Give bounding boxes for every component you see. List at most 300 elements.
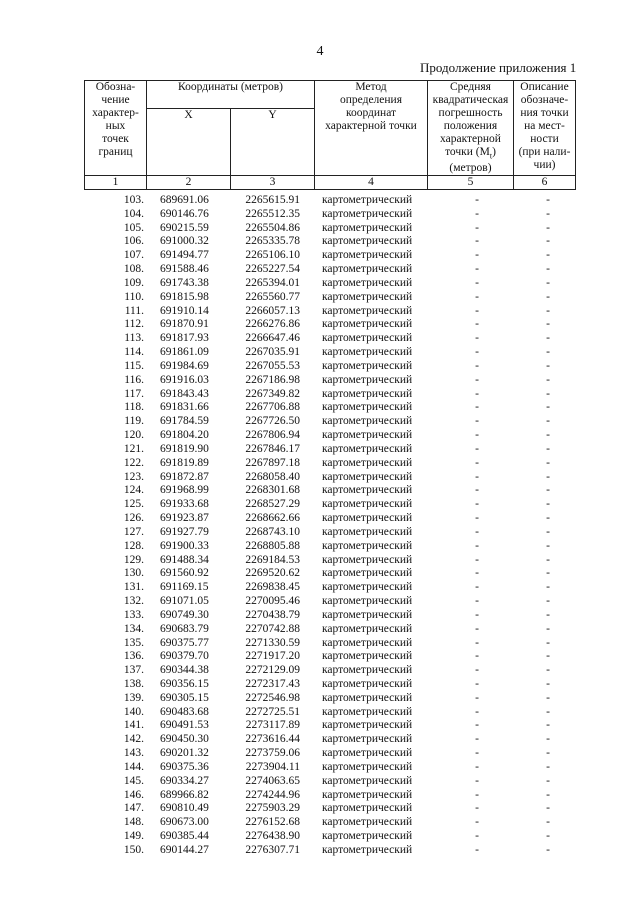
point-id: 138. bbox=[123, 677, 144, 690]
description: - bbox=[546, 373, 550, 386]
error-value: - bbox=[475, 705, 479, 718]
coord-x: 690749.30 bbox=[160, 608, 209, 621]
description: - bbox=[546, 539, 550, 552]
coord-x: 690450.30 bbox=[160, 733, 209, 746]
coord-x: 691933.68 bbox=[160, 498, 209, 511]
method: картометрический bbox=[322, 539, 413, 552]
coord-y: 2272725.51 bbox=[245, 705, 300, 718]
coord-y: 2272129.09 bbox=[245, 664, 300, 677]
point-id: 115. bbox=[124, 359, 144, 372]
table-row bbox=[84, 678, 575, 692]
method: картометрический bbox=[322, 705, 413, 718]
coord-x: 691872.87 bbox=[160, 470, 209, 483]
table-row bbox=[84, 623, 575, 637]
error-subscript: t bbox=[489, 151, 493, 161]
coord-x: 691000.32 bbox=[160, 235, 209, 248]
coord-y: 2273616.44 bbox=[245, 733, 300, 746]
description: - bbox=[546, 650, 550, 663]
error-value: - bbox=[475, 429, 479, 442]
header-line: координат bbox=[345, 107, 397, 119]
point-id: 124. bbox=[123, 484, 144, 497]
method: картометрический bbox=[322, 567, 413, 580]
coord-y: 2267186.98 bbox=[245, 373, 300, 386]
description: - bbox=[546, 774, 550, 787]
method: картометрический bbox=[322, 290, 413, 303]
coord-x: 690375.77 bbox=[160, 636, 209, 649]
error-value: - bbox=[475, 622, 479, 635]
point-id: 118. bbox=[124, 401, 144, 414]
method: картометрический bbox=[322, 747, 413, 760]
table-row bbox=[84, 457, 575, 471]
coord-y: 2274063.65 bbox=[245, 774, 300, 787]
header-line: Средняя bbox=[450, 81, 491, 93]
coord-y: 2274244.96 bbox=[245, 788, 300, 801]
method: картометрический bbox=[322, 498, 413, 511]
point-id: 148. bbox=[123, 816, 144, 829]
method: картометрический bbox=[322, 664, 413, 677]
coord-x: 691843.43 bbox=[160, 387, 209, 400]
point-id: 110. bbox=[124, 290, 144, 303]
coord-y: 2267035.91 bbox=[245, 346, 300, 359]
coord-x: 691831.66 bbox=[160, 401, 209, 414]
table-row bbox=[84, 471, 575, 485]
error-value: - bbox=[475, 747, 479, 760]
description: - bbox=[546, 691, 550, 704]
table-row bbox=[84, 346, 575, 360]
error-value: - bbox=[475, 263, 479, 276]
method: картометрический bbox=[322, 525, 413, 538]
method: картометрический bbox=[322, 207, 413, 220]
point-id: 106. bbox=[123, 235, 144, 248]
coord-y: 2273904.11 bbox=[245, 760, 300, 773]
error-value: - bbox=[475, 387, 479, 400]
column-number: 4 bbox=[315, 176, 428, 190]
table-row bbox=[84, 512, 575, 526]
coord-x: 691169.15 bbox=[160, 581, 209, 594]
point-id: 114. bbox=[124, 346, 144, 359]
coord-y: 2270742.88 bbox=[245, 622, 300, 635]
point-id: 132. bbox=[123, 595, 144, 608]
error-value: - bbox=[475, 194, 479, 206]
point-id: 103. bbox=[123, 194, 144, 206]
description: - bbox=[546, 595, 550, 608]
method: картометрический bbox=[322, 359, 413, 372]
method: картометрический bbox=[322, 387, 413, 400]
description: - bbox=[546, 318, 550, 331]
description: - bbox=[546, 677, 550, 690]
table-row bbox=[84, 664, 575, 678]
header-line: характер- bbox=[92, 107, 139, 119]
error-value: - bbox=[475, 567, 479, 580]
point-id: 140. bbox=[123, 705, 144, 718]
method: картометрический bbox=[322, 304, 413, 317]
method: картометрический bbox=[322, 276, 413, 289]
description: - bbox=[546, 207, 550, 220]
coord-x: 691488.34 bbox=[160, 553, 209, 566]
error-value: - bbox=[475, 636, 479, 649]
error-value: - bbox=[475, 774, 479, 787]
point-id: 145. bbox=[123, 774, 144, 787]
table-row bbox=[84, 194, 575, 208]
table-row bbox=[84, 263, 575, 277]
table-row bbox=[84, 332, 575, 346]
method: картометрический bbox=[322, 318, 413, 331]
coord-x: 691819.89 bbox=[160, 456, 209, 469]
method: картометрический bbox=[322, 608, 413, 621]
coord-x: 691815.98 bbox=[160, 290, 209, 303]
table-row bbox=[84, 733, 575, 747]
coord-y: 2269520.62 bbox=[245, 567, 300, 580]
table-row bbox=[84, 291, 575, 305]
error-value: - bbox=[475, 221, 479, 234]
method: картометрический bbox=[322, 774, 413, 787]
error-value: - bbox=[475, 456, 479, 469]
header-line: (метров) bbox=[449, 162, 492, 175]
coord-y: 2266276.86 bbox=[245, 318, 300, 331]
method: картометрический bbox=[322, 470, 413, 483]
table-row bbox=[84, 222, 575, 236]
coord-y: 2276438.90 bbox=[245, 830, 300, 843]
method: картометрический bbox=[322, 677, 413, 690]
error-value: - bbox=[475, 373, 479, 386]
method: картометрический bbox=[322, 429, 413, 442]
error-value: - bbox=[475, 539, 479, 552]
header-line bbox=[428, 146, 513, 162]
method: картометрический bbox=[322, 636, 413, 649]
error-value: - bbox=[475, 470, 479, 483]
header-line: погрешность bbox=[438, 107, 503, 119]
coord-x: 691494.77 bbox=[160, 249, 209, 262]
table-row bbox=[84, 637, 575, 651]
description: - bbox=[546, 608, 550, 621]
header-line: на мест- bbox=[524, 120, 565, 132]
method: картометрический bbox=[322, 622, 413, 635]
method: картометрический bbox=[322, 235, 413, 248]
coord-y: 2265227.54 bbox=[245, 263, 300, 276]
table-row bbox=[84, 360, 575, 374]
coord-y: 2273759.06 bbox=[245, 747, 300, 760]
coord-x: 691927.79 bbox=[160, 525, 209, 538]
coord-x: 691923.87 bbox=[160, 512, 209, 525]
method: картометрический bbox=[322, 249, 413, 262]
description: - bbox=[546, 304, 550, 317]
coord-y: 2271330.59 bbox=[245, 636, 300, 649]
error-value: - bbox=[475, 788, 479, 801]
description: - bbox=[546, 415, 550, 428]
coord-y: 2267706.88 bbox=[245, 401, 300, 414]
point-id: 112. bbox=[124, 318, 144, 331]
table-row bbox=[84, 277, 575, 291]
coord-x: 690305.15 bbox=[160, 691, 209, 704]
point-id: 143. bbox=[123, 747, 144, 760]
method: картометрический bbox=[322, 401, 413, 414]
table-row bbox=[84, 554, 575, 568]
point-id: 109. bbox=[123, 276, 144, 289]
coord-x: 690810.49 bbox=[160, 802, 209, 815]
error-value: - bbox=[475, 498, 479, 511]
coord-y: 2267897.18 bbox=[245, 456, 300, 469]
point-id: 121. bbox=[123, 442, 144, 455]
method: картометрический bbox=[322, 802, 413, 815]
table-row bbox=[84, 595, 575, 609]
method: картометрический bbox=[322, 691, 413, 704]
error-value: - bbox=[475, 207, 479, 220]
error-value: - bbox=[475, 664, 479, 677]
table-row bbox=[84, 692, 575, 706]
coord-x: 690483.68 bbox=[160, 705, 209, 718]
coord-y: 2267806.94 bbox=[245, 429, 300, 442]
description: - bbox=[546, 442, 550, 455]
column-number: 5 bbox=[428, 176, 514, 190]
table-row bbox=[84, 581, 575, 595]
coord-x: 690144.27 bbox=[160, 843, 209, 856]
header-line: положения bbox=[443, 120, 498, 132]
coord-x: 690215.59 bbox=[160, 221, 209, 234]
table-row bbox=[84, 305, 575, 319]
coord-x: 690146.76 bbox=[160, 207, 209, 220]
coord-x: 690385.44 bbox=[160, 830, 209, 843]
coord-y: 2265560.77 bbox=[245, 290, 300, 303]
description: - bbox=[546, 276, 550, 289]
header-line: ности bbox=[530, 133, 559, 145]
header-description bbox=[514, 81, 576, 176]
error-value: - bbox=[475, 733, 479, 746]
table-row bbox=[84, 388, 575, 402]
method: картометрический bbox=[322, 581, 413, 594]
coord-y: 2265106.10 bbox=[245, 249, 300, 262]
header-line: ных bbox=[105, 120, 126, 132]
method: картометрический bbox=[322, 788, 413, 801]
coord-y: 2265512.35 bbox=[245, 207, 300, 220]
table-row bbox=[84, 415, 575, 429]
point-id: 144. bbox=[123, 760, 144, 773]
table-row bbox=[84, 429, 575, 443]
error-value: - bbox=[475, 359, 479, 372]
header-line: характерной точки bbox=[325, 120, 417, 132]
point-id: 128. bbox=[123, 539, 144, 552]
coord-x: 690379.70 bbox=[160, 650, 209, 663]
description: - bbox=[546, 429, 550, 442]
table-row bbox=[84, 498, 575, 512]
point-id: 142. bbox=[123, 733, 144, 746]
method: картометрический bbox=[322, 346, 413, 359]
method: картометрический bbox=[322, 484, 413, 497]
coord-x: 691916.03 bbox=[160, 373, 209, 386]
description: - bbox=[546, 581, 550, 594]
coord-y: 2276307.71 bbox=[245, 843, 300, 856]
error-value: - bbox=[475, 249, 479, 262]
table-row bbox=[84, 761, 575, 775]
point-id: 137. bbox=[123, 664, 144, 677]
method: картометрический bbox=[322, 719, 413, 732]
coord-x: 690683.79 bbox=[160, 622, 209, 635]
table-row bbox=[84, 208, 575, 222]
method: картометрический bbox=[322, 332, 413, 345]
header-line: Обозна- bbox=[95, 81, 136, 93]
header-coordinates: Координаты (метров) bbox=[147, 81, 315, 109]
description: - bbox=[546, 346, 550, 359]
header-error bbox=[428, 81, 514, 176]
coord-y: 2266647.46 bbox=[245, 332, 300, 345]
description: - bbox=[546, 816, 550, 829]
error-value: - bbox=[475, 346, 479, 359]
point-id: 149. bbox=[123, 830, 144, 843]
table-row bbox=[84, 830, 575, 844]
point-id: 116. bbox=[124, 373, 144, 386]
table-row bbox=[84, 443, 575, 457]
coord-x: 691588.46 bbox=[160, 263, 209, 276]
description: - bbox=[546, 802, 550, 815]
point-id: 147. bbox=[123, 802, 144, 815]
coord-y: 2272317.43 bbox=[245, 677, 300, 690]
point-id: 146. bbox=[123, 788, 144, 801]
error-value: - bbox=[475, 442, 479, 455]
error-close: ) bbox=[492, 146, 496, 158]
point-id: 126. bbox=[123, 512, 144, 525]
table-row bbox=[84, 540, 575, 554]
coord-y: 2271917.20 bbox=[245, 650, 300, 663]
coord-y: 2268527.29 bbox=[245, 498, 300, 511]
point-id: 120. bbox=[123, 429, 144, 442]
method: картометрический bbox=[322, 843, 413, 856]
coord-x: 690201.32 bbox=[160, 747, 209, 760]
coord-y: 2270095.46 bbox=[245, 595, 300, 608]
table-row bbox=[84, 318, 575, 332]
table-row bbox=[84, 802, 575, 816]
point-id: 134. bbox=[123, 622, 144, 635]
error-value: - bbox=[475, 677, 479, 690]
error-value: - bbox=[475, 719, 479, 732]
description: - bbox=[546, 733, 550, 746]
coord-x: 690673.00 bbox=[160, 816, 209, 829]
coord-x: 691900.33 bbox=[160, 539, 209, 552]
point-id: 130. bbox=[123, 567, 144, 580]
coord-y: 2268662.66 bbox=[245, 512, 300, 525]
header-x: X bbox=[147, 109, 231, 176]
point-id: 113. bbox=[124, 332, 144, 345]
point-id: 104. bbox=[123, 207, 144, 220]
column-number: 2 bbox=[147, 176, 231, 190]
coord-x: 690334.27 bbox=[160, 774, 209, 787]
coord-y: 2267846.17 bbox=[245, 442, 300, 455]
point-id: 108. bbox=[123, 263, 144, 276]
coord-y: 2272546.98 bbox=[245, 691, 300, 704]
method: картометрический bbox=[322, 442, 413, 455]
error-value: - bbox=[475, 512, 479, 525]
header-line: точек bbox=[102, 133, 129, 145]
continuation-note: Продолжение приложения 1 bbox=[420, 60, 577, 75]
coord-x: 691968.99 bbox=[160, 484, 209, 497]
error-value: - bbox=[475, 802, 479, 815]
error-symbol: точки (M bbox=[445, 146, 490, 158]
description: - bbox=[546, 705, 550, 718]
description: - bbox=[546, 719, 550, 732]
point-id: 105. bbox=[123, 221, 144, 234]
description: - bbox=[546, 401, 550, 414]
description: - bbox=[546, 830, 550, 843]
table-row bbox=[84, 775, 575, 789]
coord-y: 2265615.91 bbox=[245, 194, 300, 206]
method: картометрический bbox=[322, 221, 413, 234]
table-row bbox=[84, 844, 575, 858]
point-id: 131. bbox=[123, 581, 144, 594]
coord-y: 2269184.53 bbox=[245, 553, 300, 566]
error-value: - bbox=[475, 484, 479, 497]
coord-x: 690375.36 bbox=[160, 760, 209, 773]
table-row bbox=[84, 706, 575, 720]
table-row bbox=[84, 249, 575, 263]
description: - bbox=[546, 359, 550, 372]
table-row bbox=[84, 235, 575, 249]
coord-x: 690491.53 bbox=[160, 719, 209, 732]
point-id: 122. bbox=[123, 456, 144, 469]
coord-x: 691819.90 bbox=[160, 442, 209, 455]
header-point-designation bbox=[85, 81, 147, 176]
description: - bbox=[546, 512, 550, 525]
error-value: - bbox=[475, 276, 479, 289]
coord-y: 2267055.53 bbox=[245, 359, 300, 372]
point-id: 127. bbox=[123, 525, 144, 538]
method: картометрический bbox=[322, 512, 413, 525]
coord-x: 691784.59 bbox=[160, 415, 209, 428]
table-row bbox=[84, 401, 575, 415]
error-value: - bbox=[475, 304, 479, 317]
description: - bbox=[546, 194, 550, 206]
coord-x: 691560.92 bbox=[160, 567, 209, 580]
error-value: - bbox=[475, 290, 479, 303]
point-id: 150. bbox=[123, 843, 144, 856]
error-value: - bbox=[475, 581, 479, 594]
table-row bbox=[84, 789, 575, 803]
point-id: 125. bbox=[123, 498, 144, 511]
coord-y: 2268805.88 bbox=[245, 539, 300, 552]
error-value: - bbox=[475, 235, 479, 248]
description: - bbox=[546, 788, 550, 801]
coord-x: 691804.20 bbox=[160, 429, 209, 442]
table-header bbox=[84, 80, 576, 190]
header-line: Метод bbox=[355, 81, 387, 93]
description: - bbox=[546, 249, 550, 262]
table-row bbox=[84, 609, 575, 623]
method: картометрический bbox=[322, 816, 413, 829]
coord-x: 689691.06 bbox=[160, 194, 209, 206]
table-row bbox=[84, 484, 575, 498]
error-value: - bbox=[475, 332, 479, 345]
description: - bbox=[546, 747, 550, 760]
description: - bbox=[546, 498, 550, 511]
description: - bbox=[546, 843, 550, 856]
coord-x: 691984.69 bbox=[160, 359, 209, 372]
header-method bbox=[315, 81, 428, 176]
error-value: - bbox=[475, 595, 479, 608]
error-value: - bbox=[475, 816, 479, 829]
point-id: 117. bbox=[124, 387, 144, 400]
header-line: (при нали- bbox=[518, 146, 571, 158]
table-row bbox=[84, 719, 575, 733]
coord-x: 689966.82 bbox=[160, 788, 209, 801]
coord-y: 2267349.82 bbox=[245, 387, 300, 400]
method: картометрический bbox=[322, 760, 413, 773]
point-id: 135. bbox=[123, 636, 144, 649]
method: картометрический bbox=[322, 194, 413, 206]
point-id: 123. bbox=[123, 470, 144, 483]
header-line: Описание bbox=[520, 81, 569, 93]
description: - bbox=[546, 263, 550, 276]
column-number: 3 bbox=[231, 176, 315, 190]
coord-y: 2265335.78 bbox=[245, 235, 300, 248]
header-line: квадратическая bbox=[432, 94, 509, 106]
description: - bbox=[546, 567, 550, 580]
